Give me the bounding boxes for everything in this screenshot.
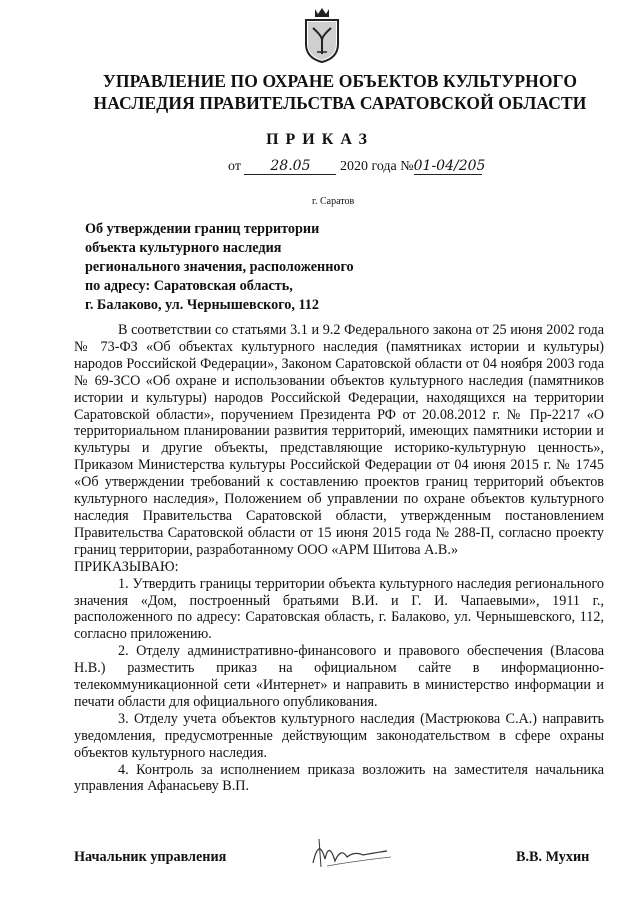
handwritten-signature [305, 833, 395, 873]
order-item: 4. Контроль за исполнением приказа возложить на заместителя начальника управления Афанасьеву В.П. [74, 761, 604, 795]
city-label: г. Саратов [312, 196, 355, 207]
subject-line: г. Балаково, ул. Чернышевского, 112 [85, 297, 319, 313]
signatory-name: В.В. Мухин [516, 849, 590, 865]
subject-line: регионального значения, расположенного [85, 259, 354, 275]
subject-line: по адресу: Саратовская область, [85, 278, 293, 294]
organization-name [60, 70, 620, 114]
date-prefix: от [228, 159, 241, 174]
handwritten-date: 28.05 [244, 158, 336, 175]
document-type-title: ПРИКАЗ [266, 131, 374, 148]
signatory-position: Начальник управления [74, 849, 227, 865]
order-subject [85, 220, 415, 315]
date-number-line [228, 158, 486, 175]
subject-line: объекта культурного наследия [85, 240, 282, 256]
org-line-1: УПРАВЛЕНИЕ ПО ОХРАНЕ ОБЪЕКТОВ КУЛЬТУРНОГО [102, 71, 578, 91]
order-body [74, 322, 604, 795]
year-number-label: 2020 года № [339, 159, 414, 174]
subject-line: Об утверждении границ территории [85, 221, 320, 237]
order-word: ПРИКАЗЫВАЮ: [74, 558, 179, 575]
handwritten-number: 01-04/205 [413, 158, 486, 174]
order-item: 1. Утвердить границы территории объекта культурного наследия регионального значения «Дом, построенный братьями В.И. и Г. И. Чапаевыми», 1911 г., расположенного по адресу: Саратовская область, г. Балаково, ул. Чернышевского, 112, согласно приложению. [74, 575, 604, 643]
org-line-2: НАСЛЕДИЯ ПРАВИТЕЛЬСТВА САРАТОВСКОЙ ОБЛАСТИ [93, 93, 587, 113]
order-item: 2. Отделу административно-финансового и правового обеспечения (Власова Н.В.) разместить приказ на официальном сайте в информационно-телекоммуникационной сети «Интернет» и направить в министерство информации и печати области для официального опубликования. [74, 643, 604, 710]
coat-of-arms-emblem [303, 6, 341, 64]
preamble-paragraph: В соответствии со статьями 3.1 и 9.2 Федерального закона от 25 июня 2002 года № 73-ФЗ «Об объектах культурного наследия (памятниках истории и культуры) народов Российской Федерации», Законом Саратовской области от 04 ноября 2003 года № 69-ЗСО «Об охране и использовании объектов культурного наследия (памятников истории и культуры) народов Российской Федерации, находящихся на территории Саратовской области», поручением Президента РФ от 20.08.2012 г. № Пр-2217 «О территориальном планировании развития территорий, имеющих памятники истории и культуры и другие объекты, представляющие историко-культурную ценность», Приказом Министерства культуры Российской Федерации от 04 июня 2015 г. № 1745 «Об утверждении требований к составлению проектов границ территорий объектов культурного наследия», Положением об управлении по охране объектов культурного наследия Правительства Саратовской области, утвержденным постановлением Правительства Саратовской области от 15 июня 2015 года № 288-П, согласно проекту границ территории, разработанному ООО «АРМ Шитова А.В.» [74, 322, 604, 558]
order-item: 3. Отделу учета объектов культурного наследия (Мастрюкова С.А.) направить уведомления, предусмотренные действующим законодательством в сфере охраны объектов культурного наследия. [74, 710, 604, 761]
